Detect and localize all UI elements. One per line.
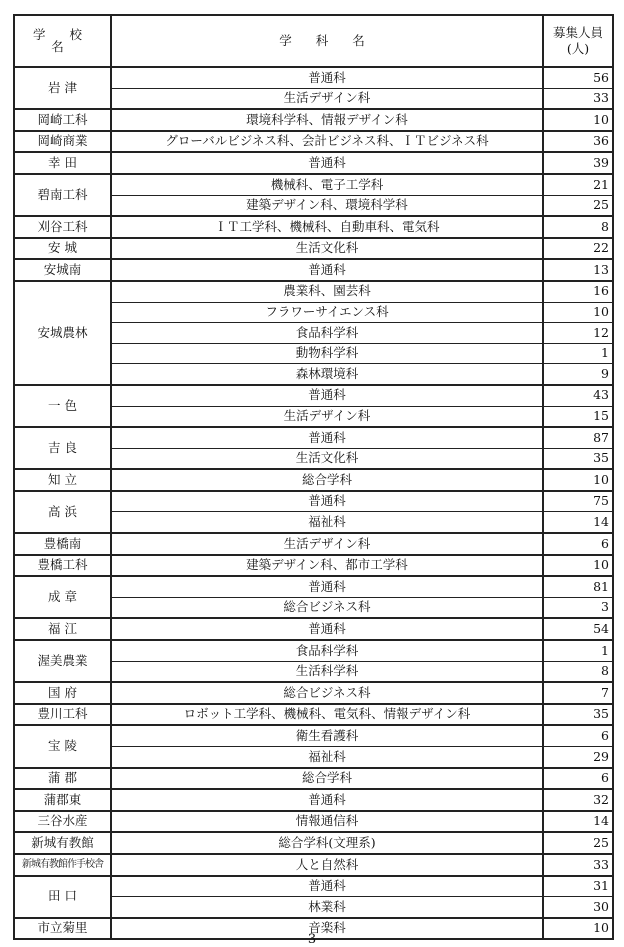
school-name-cell: 成 章 — [14, 576, 111, 618]
school-name-cell: 安城農林 — [14, 281, 111, 385]
department-cell: 生活文化科 — [111, 448, 543, 469]
table-row — [14, 216, 613, 238]
count-cell: 8 — [543, 216, 613, 238]
count-cell: 75 — [543, 491, 613, 512]
count-cell: 6 — [543, 768, 613, 790]
count-cell: 6 — [543, 533, 613, 555]
table-row — [14, 131, 613, 153]
school-name-cell: 岡崎工科 — [14, 109, 111, 131]
department-cell: 食品科学科 — [111, 323, 543, 344]
department-cell: 普通科 — [111, 876, 543, 897]
table-row — [14, 876, 613, 897]
department-cell: ＩＴ工学科、機械科、自動車科、電気科 — [111, 216, 543, 238]
table-row — [14, 67, 613, 88]
department-cell: フラワーサイエンス科 — [111, 302, 543, 323]
department-cell: 普通科 — [111, 491, 543, 512]
school-name-cell: 碧南工科 — [14, 174, 111, 216]
school-name-cell: 豊橋工科 — [14, 555, 111, 577]
count-cell: 13 — [543, 259, 613, 281]
department-cell: 生活文化科 — [111, 238, 543, 260]
count-cell: 1 — [543, 343, 613, 364]
department-cell: 普通科 — [111, 789, 543, 811]
count-cell: 12 — [543, 323, 613, 344]
school-name-cell: 知 立 — [14, 469, 111, 491]
school-name-cell: 豊橋南 — [14, 533, 111, 555]
header-count-line2: (人) — [566, 41, 590, 56]
department-cell: 福祉科 — [111, 512, 543, 533]
count-cell: 3 — [543, 597, 613, 618]
table-row — [14, 768, 613, 790]
school-name-cell: 新城有教館作手校舎 — [14, 854, 111, 876]
count-cell: 81 — [543, 576, 613, 597]
count-cell: 54 — [543, 618, 613, 640]
school-name-cell: 三谷水産 — [14, 811, 111, 833]
count-cell: 10 — [543, 918, 613, 940]
count-cell: 14 — [543, 512, 613, 533]
department-cell: 総合学科 — [111, 469, 543, 491]
count-cell: 15 — [543, 406, 613, 427]
table-row — [14, 789, 613, 811]
school-name-cell: 渥美農業 — [14, 640, 111, 682]
table-row — [14, 491, 613, 512]
department-cell: 生活デザイン科 — [111, 533, 543, 555]
count-cell: 31 — [543, 876, 613, 897]
school-name-cell: 高 浜 — [14, 491, 111, 533]
table-row — [14, 704, 613, 726]
table-row — [14, 281, 613, 302]
department-cell: 普通科 — [111, 385, 543, 406]
header-department: 学 科 名 — [111, 15, 543, 67]
department-cell: 総合学科 — [111, 768, 543, 790]
table-row — [14, 469, 613, 491]
department-cell: 普通科 — [111, 618, 543, 640]
table-row — [14, 640, 613, 661]
school-name-cell: 吉 良 — [14, 427, 111, 469]
department-cell: 福祉科 — [111, 747, 543, 768]
header-school: 学 校 名 — [14, 15, 111, 67]
count-cell: 39 — [543, 152, 613, 174]
department-cell: 生活デザイン科 — [111, 406, 543, 427]
department-cell: 動物科学科 — [111, 343, 543, 364]
count-cell: 29 — [543, 747, 613, 768]
department-cell: 機械科、電子工学科 — [111, 174, 543, 195]
school-name-cell: 福 江 — [14, 618, 111, 640]
department-cell: 建築デザイン科、都市工学科 — [111, 555, 543, 577]
table-row — [14, 152, 613, 174]
table-row — [14, 533, 613, 555]
table-row — [14, 854, 613, 876]
count-cell: 43 — [543, 385, 613, 406]
school-name-cell: 一 色 — [14, 385, 111, 427]
table-row — [14, 725, 613, 746]
count-cell: 33 — [543, 854, 613, 876]
table-row — [14, 618, 613, 640]
school-name-cell: 田 口 — [14, 876, 111, 918]
table-row — [14, 259, 613, 281]
table-row — [14, 576, 613, 597]
department-cell: 普通科 — [111, 576, 543, 597]
department-cell: 音楽科 — [111, 918, 543, 940]
table-row — [14, 385, 613, 406]
department-cell: 総合ビジネス科 — [111, 682, 543, 704]
department-cell: 生活デザイン科 — [111, 88, 543, 109]
school-name-cell: 豊川工科 — [14, 704, 111, 726]
table-body — [14, 67, 613, 939]
department-cell: 普通科 — [111, 152, 543, 174]
count-cell: 16 — [543, 281, 613, 302]
count-cell: 32 — [543, 789, 613, 811]
department-cell: 森林環境科 — [111, 364, 543, 385]
count-cell: 36 — [543, 131, 613, 153]
department-cell: 普通科 — [111, 427, 543, 448]
school-name-cell: 岩 津 — [14, 67, 111, 109]
count-cell: 10 — [543, 555, 613, 577]
department-cell: ロボット工学科、機械科、電気科、情報デザイン科 — [111, 704, 543, 726]
count-cell: 35 — [543, 704, 613, 726]
count-cell: 14 — [543, 811, 613, 833]
department-cell: 林業科 — [111, 897, 543, 918]
department-cell: グローバルビジネス科、会計ビジネス科、ＩＴビジネス科 — [111, 131, 543, 153]
count-cell: 30 — [543, 897, 613, 918]
recruitment-table — [13, 14, 614, 940]
department-cell: 環境科学科、情報デザイン科 — [111, 109, 543, 131]
department-cell: 総合学科(文理系) — [111, 832, 543, 854]
count-cell: 35 — [543, 448, 613, 469]
table-row — [14, 427, 613, 448]
count-cell: 56 — [543, 67, 613, 88]
department-cell: 人と自然科 — [111, 854, 543, 876]
table-row — [14, 174, 613, 195]
count-cell: 10 — [543, 302, 613, 323]
school-name-cell: 安 城 — [14, 238, 111, 260]
department-cell: 普通科 — [111, 67, 543, 88]
count-cell: 25 — [543, 195, 613, 216]
count-cell: 10 — [543, 469, 613, 491]
school-name-cell: 宝 陵 — [14, 725, 111, 767]
count-cell: 33 — [543, 88, 613, 109]
school-name-cell: 岡崎商業 — [14, 131, 111, 153]
page-number: 3 — [307, 932, 317, 947]
count-cell: 9 — [543, 364, 613, 385]
table-row — [14, 832, 613, 854]
school-name-cell: 新城有教館 — [14, 832, 111, 854]
department-cell: 総合ビジネス科 — [111, 597, 543, 618]
department-cell: 普通科 — [111, 259, 543, 281]
count-cell: 25 — [543, 832, 613, 854]
table-row — [14, 109, 613, 131]
count-cell: 21 — [543, 174, 613, 195]
department-cell: 情報通信科 — [111, 811, 543, 833]
header-count — [543, 15, 613, 67]
header-count-line1: 募集人員 — [552, 25, 603, 40]
school-name-cell: 蒲郡東 — [14, 789, 111, 811]
department-cell: 建築デザイン科、環境科学科 — [111, 195, 543, 216]
school-name-cell: 国 府 — [14, 682, 111, 704]
department-cell: 食品科学科 — [111, 640, 543, 661]
header-row — [14, 15, 613, 67]
count-cell: 87 — [543, 427, 613, 448]
count-cell: 8 — [543, 661, 613, 682]
school-name-cell: 市立菊里 — [14, 918, 111, 940]
count-cell: 7 — [543, 682, 613, 704]
department-cell: 衛生看護科 — [111, 725, 543, 746]
school-name-cell: 幸 田 — [14, 152, 111, 174]
count-cell: 1 — [543, 640, 613, 661]
department-cell: 農業科、園芸科 — [111, 281, 543, 302]
department-cell: 生活科学科 — [111, 661, 543, 682]
count-cell: 22 — [543, 238, 613, 260]
table-row — [14, 238, 613, 260]
table-row — [14, 682, 613, 704]
school-name-cell: 刈谷工科 — [14, 216, 111, 238]
count-cell: 6 — [543, 725, 613, 746]
school-name-cell: 安城南 — [14, 259, 111, 281]
table-row — [14, 811, 613, 833]
table-row — [14, 555, 613, 577]
school-name-cell: 蒲 郡 — [14, 768, 111, 790]
count-cell: 10 — [543, 109, 613, 131]
